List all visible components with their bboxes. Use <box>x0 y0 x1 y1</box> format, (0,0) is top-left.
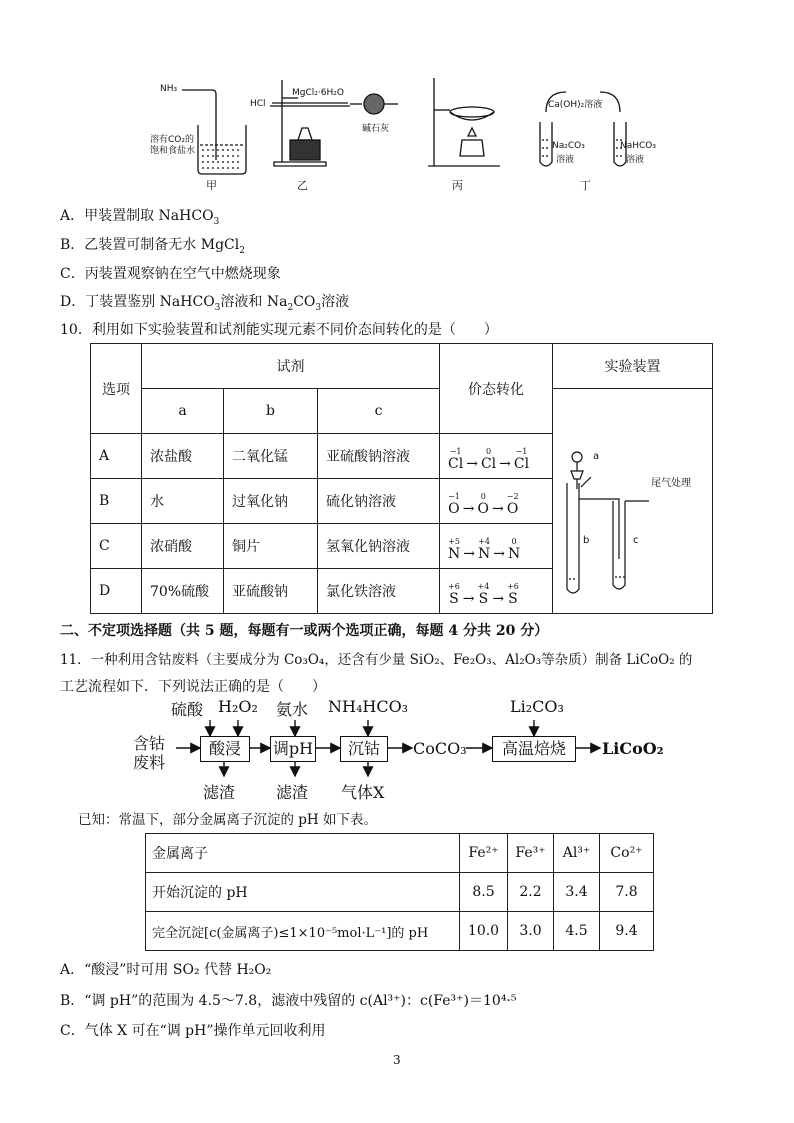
row-reagent-c: 氯化铁溶液 <box>318 569 440 614</box>
row-valence: +6 S → +4 S → +6 S <box>440 569 553 614</box>
apparatus-label-b: b <box>583 535 590 546</box>
ph-row-complete-label: 完全沉淀[c(金属离子)≤1×10⁻⁵mol·L⁻¹]的 pH <box>146 912 460 951</box>
ph-header-al3: Al³⁺ <box>554 834 600 873</box>
row-reagent-a: 浓硝酸 <box>142 524 224 569</box>
ph-cell: 8.5 <box>460 873 508 912</box>
q9-option-a: A．甲装置制取 NaHCO$_3$ <box>60 208 220 227</box>
ding-right-label-2: 溶液 <box>626 155 645 165</box>
ph-table <box>145 833 654 951</box>
q11-option-b: B．“调 pH”的范围为 4.5～7.8，滤液中残留的 c(Al³⁺)：c(Fe³⁺)＝10⁴·⁵ <box>60 993 517 1009</box>
row-reagent-b: 二氧化锰 <box>224 434 318 479</box>
row-option: A <box>91 434 142 479</box>
page-number: 3 <box>393 1053 401 1067</box>
q9-option-b: B．乙装置可制备无水 MgCl$_2$ <box>60 237 245 256</box>
row-reagent-a: 水 <box>142 479 224 524</box>
q9-option-c: C．丙装置观察钠在空气中燃烧现象 <box>60 266 281 282</box>
q11-option-a: A．“酸浸”时可用 SO₂ 代替 H₂O₂ <box>60 962 272 978</box>
apparatus-label-a: a <box>593 451 600 462</box>
apparatus-label-c: c <box>633 535 639 546</box>
jia-solution-label-2: 饱和食盐水 <box>150 146 196 156</box>
row-reagent-b: 铜片 <box>224 524 318 569</box>
row-reagent-a: 70%硫酸 <box>142 569 224 614</box>
yi-caption: 乙 <box>297 179 308 192</box>
row-valence: −1 Cl → 0 Cl → −1 Cl <box>440 434 553 479</box>
flow-top-1: 硫酸 <box>171 700 204 719</box>
flow-bottom-3: 气体X <box>341 783 385 802</box>
ding-right-label-1: NaHCO₃ <box>620 141 656 151</box>
q11-option-c: C．气体 X 可在“调 pH”操作单元回收利用 <box>60 1023 326 1039</box>
q11-stem-line-1: 11．一种利用含钴废料（主要成分为 Co₃O₄，还含有少量 SiO₂、Fe₂O₃、Al₂O₃等杂质）制备 LiCoO₂ 的 <box>60 652 693 668</box>
section-title: 二、不定项选择题（共 5 题，每题有一或两个选项正确，每题 4 分共 20 分） <box>60 623 549 639</box>
flow-box-calcination: 高温焙烧 <box>492 736 576 762</box>
jia-caption: 甲 <box>206 179 217 192</box>
flow-product: LiCoO₂ <box>602 739 664 758</box>
ph-cell: 3.4 <box>554 873 600 912</box>
yi-absorbent-label: 碱石灰 <box>362 124 390 134</box>
ph-cell: 2.2 <box>508 873 554 912</box>
yi-reagent-label: MgCl₂·6H₂O <box>292 88 344 98</box>
row-reagent-c: 硫化钠溶液 <box>318 479 440 524</box>
header-option: 选项 <box>91 344 142 434</box>
flow-top-4: NH₄HCO₃ <box>328 697 409 716</box>
header-valence: 价态转化 <box>440 344 553 434</box>
ph-row-start-label: 开始沉淀的 pH <box>146 873 460 912</box>
header-b: b <box>224 389 318 434</box>
ding-caption: 丁 <box>580 179 591 192</box>
q10-table <box>90 343 713 614</box>
flow-top-3: 氨水 <box>276 700 309 719</box>
q9-option-d: D．丁装置鉴别 NaHCO$_3$溶液和 $Na_2CO_3$溶液 <box>60 294 350 313</box>
q11-known: 已知：常温下，部分金属离子沉淀的 pH 如下表。 <box>78 812 377 828</box>
ph-header-ion: 金属离子 <box>146 834 460 873</box>
flow-top-2: H₂O₂ <box>218 697 258 716</box>
flow-top-5: Li₂CO₃ <box>510 697 564 716</box>
ph-cell: 9.4 <box>600 912 654 951</box>
jia-solution-label-1: 溶有CO₂的 <box>150 135 194 145</box>
apparatus-cell <box>553 389 713 614</box>
row-valence: +5 N → +4 N → 0 N <box>440 524 553 569</box>
flow-mid-product: CoCO₃ <box>413 739 467 758</box>
header-apparatus: 实验装置 <box>553 344 713 389</box>
flow-box-acid-leach: 酸浸 <box>200 736 250 762</box>
row-option: C <box>91 524 142 569</box>
row-reagent-b: 亚硫酸钠 <box>224 569 318 614</box>
flow-bottom-2: 滤渣 <box>276 783 309 802</box>
q10-apparatus-diagram <box>553 409 711 594</box>
row-option: D <box>91 569 142 614</box>
flow-box-adjust-ph: 调pH <box>270 736 316 762</box>
row-option: B <box>91 479 142 524</box>
q10-stem: 10．利用如下实验装置和试剂能实现元素不同价态间转化的是（ ） <box>60 322 498 338</box>
ding-left-label-2: 溶液 <box>556 155 575 165</box>
ph-cell: 3.0 <box>508 912 554 951</box>
jia-gas-label: NH₃ <box>160 84 178 94</box>
flow-start-2: 废料 <box>133 753 166 772</box>
flow-box-precipitate-cobalt: 沉钴 <box>340 736 388 762</box>
apparatus-figure <box>150 70 670 195</box>
row-valence: −1 O → 0 O → −2 O <box>440 479 553 524</box>
flow-bottom-1: 滤渣 <box>203 783 236 802</box>
ph-cell: 4.5 <box>554 912 600 951</box>
header-a: a <box>142 389 224 434</box>
ding-left-label-1: Na₂CO₃ <box>552 141 585 151</box>
yi-gas-label: HCl <box>250 99 266 109</box>
flow-start-1: 含钴 <box>133 734 166 753</box>
row-reagent-c: 亚硫酸钠溶液 <box>318 434 440 479</box>
row-reagent-c: 氢氧化钠溶液 <box>318 524 440 569</box>
row-reagent-a: 浓盐酸 <box>142 434 224 479</box>
row-reagent-b: 过氧化钠 <box>224 479 318 524</box>
ph-header-fe2: Fe²⁺ <box>460 834 508 873</box>
ph-header-co2: Co²⁺ <box>600 834 654 873</box>
ph-cell: 7.8 <box>600 873 654 912</box>
ph-cell: 10.0 <box>460 912 508 951</box>
apparatus-label-tail: 尾气处理 <box>651 478 691 489</box>
ding-top-label: Ca(OH)₂溶液 <box>548 100 603 110</box>
header-reagent: 试剂 <box>142 344 440 389</box>
header-c: c <box>318 389 440 434</box>
q11-stem-line-2: 工艺流程如下．下列说法正确的是（ ） <box>60 679 326 695</box>
ph-header-fe3: Fe³⁺ <box>508 834 554 873</box>
bing-caption: 丙 <box>452 179 463 192</box>
